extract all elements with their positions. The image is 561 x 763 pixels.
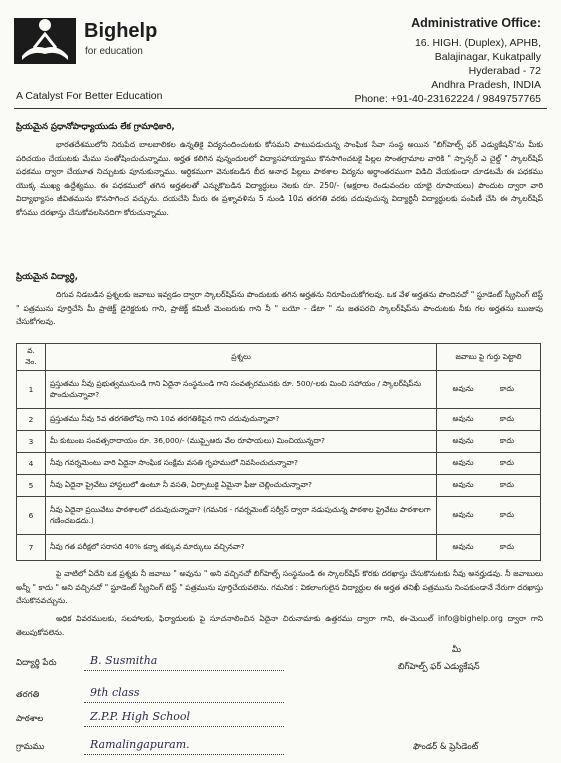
row-question: మీ కుటుంబ సంవత్సరాదాయం రూ. 36,000/- (ముప్పైఆరు వేల రూపాయలు) మించియున్నదా? — [46, 431, 437, 453]
field-label-name: విద్యార్థి పేరు — [16, 658, 57, 668]
row-answer — [437, 409, 541, 431]
signature-organization: బిగ్‌హెల్ప్ ఫర్ ఎడ్యుకేషన్ — [398, 662, 480, 672]
answer-no[interactable]: కాదు — [499, 414, 515, 423]
row-number: 1 — [17, 371, 46, 409]
row-answer — [437, 475, 541, 497]
row-question: నీవు గవర్నమెంటు వారి ఏదైనా సాంఘిక సంక్షేమ వసతి గృహములో నివసించుచున్నావా? — [46, 453, 437, 475]
row-question: నీవు గత పరీక్షలో సరాసరి 40% కన్నా తక్కువ మార్కులు వచ్చినవా? — [46, 535, 437, 561]
row-answer — [437, 371, 541, 409]
table-header-row — [17, 344, 541, 371]
field-label-school: పాఠశాల — [16, 714, 44, 724]
row-number: 2 — [17, 409, 46, 431]
student-paragraph: దిగువ నిడబడిన ప్రశ్నలకు జవాబు ఇవ్వడం ద్వారా స్కాలర్‌షిప్‌ను పొందుటకు తగిన అర్హతను నిరూపించుకోగలవు. ఒక వేళ అర్హతను పొందినచో " స్టూడెంట్ స్క్రీనింగ్ టెస్ట్ " పత్రమును పూర్తిచేసి మీ ప్రాజెక్ట్ డైరెక్టరుకు గాని, ప్రాజెక్ట్ కమిటీ మెంబరుకు గాని నీ " బయో - డేటా " ను జతపరచి స్కాలర్‌షిప్‌ను పొందుటకు నీకు గల అర్హతను ఋజువు చేసుకోగలవు. — [16, 290, 543, 327]
row-number: 6 — [17, 497, 46, 535]
field-underline — [84, 702, 284, 703]
answer-yes[interactable]: అవును — [452, 510, 474, 519]
row-answer — [437, 497, 541, 535]
intro-paragraph: భారతదేశములోని నిరుపేద బాలబాలికల ఉన్నతికై విద్యనందించుటకు కోసమని పాటుపడుచున్న సాంఘిక సేవా సంస్థ అయిన "బిగ్‌హెల్ప్ ఫర్ ఎడ్యుకేషన్"ను మీకు పరిచయం చేయుటకు మేము సంతోషించుచున్నాము. అర్హత కలిగిన వున్నందులలో విద్యాసహాయ్యాము కొనసాగించటకై పిల్లల సొంతగ్రామాల వారికి " స్పాన్సర్ ఎ చైల్డ్ " స్కాలర్‌షిప్ పధకము ద్వారా చేయూత నిచ్చుటకు పూనుకున్నాము. ఆర్ధికముగా వెనుకబడిన బీద అనాధ పిల్లలు పాఠశాల విద్యను అర్ధాంతరముగా విడిచి వేయకుండా చూడటమే ఈ పధకము యొక్క ముఖ్య ఉద్దేశ్యము. ఈ పధకములో తగిన అర్హతలతో ఎన్నుకొబడిన విద్యార్ధులు నెలకు రూ. 250/- (అక్షరాల రెండువందల యాభై రూపాయలు) పొందుట ద్వారా వారి విద్యాభ్యాసం జీవితమును కొనసాగించ వచ్చును. దయచేసి మీరు ఈ ప్రశ్నావళిను 5 నుండి 10వ తరగతి వరకు చదువుచున్న విద్యార్ధినీ విద్యార్ధులకు పంపిణీ చేసి ఈ స్కాలర్‌షిప్ కోసము దరఖాస్తు చేసుకోవలసినదిగా కోరుచున్నాము. — [16, 140, 543, 217]
tagline: A Catalyst For Better Education — [16, 90, 163, 102]
row-question: నీవు ఏదైనా ప్రయివేటు పాఠశాలలో చదువుచున్నావా? (గమనిక - గవర్నమెంట్ సర్వీస్ ద్వారా నడుపుచున్న పాఠశాల ప్రైవేటు పాఠశాలగా గణించబడదు.) — [46, 497, 437, 535]
office-title: Administrative Office: — [411, 16, 541, 30]
row-question: నీవు ఏదైనా ప్రైవేటు హాస్టలులో ఉంటూ నీ వసతి, ఏర్పాటుకై ఏమైనా ఫీజు చెల్లించుచున్నావా? — [46, 475, 437, 497]
field-label-class: తరగతి — [16, 690, 40, 700]
table-row — [17, 453, 541, 475]
table-row — [17, 371, 541, 409]
field-value-village[interactable]: Ramalingapuram. — [90, 738, 190, 751]
header-divider — [14, 108, 547, 109]
answer-no[interactable]: కాదు — [499, 384, 515, 393]
contact-paragraph: అధిక వివరములకు, సలహాలకు, ఫిర్యాదులకు పై సూచనాలించిన ఏదైనా చిరునామాకు ఉత్తరము ద్వారా గాని, ఈ-మెయిల్ info@bighelp.org ద్వారా గాని తెలుపుకోవలెను. — [16, 614, 543, 637]
answer-no[interactable]: కాదు — [499, 480, 515, 489]
field-underline — [84, 670, 284, 671]
field-underline — [84, 754, 284, 755]
answer-yes[interactable]: అవును — [452, 436, 474, 445]
table-row — [17, 497, 541, 535]
instructions-paragraph: పై వాటిలో ఏదేని ఒక ప్రశ్నకు నీ జవాబు " అవును " అని వచ్చినచో బిగ్‌హెల్ప్ సంస్థనుండి ఈ స్కాలర్‌షిప్ కొరకు దరఖాస్తు చేసుకొనుటకు నీవు అనర్హుడవు. నీ జవాబులు అన్నీ " కాదు " అని వచ్చినచో " స్టూడెంట్ స్క్రీనింగ్ టెస్ట్ " పత్రమును పూర్తిచేయవలెను. గమనిక : వికలాంగులైన విద్యార్ధుల ఈ అర్హత తనిఖీ పత్రమును నింపకుండానే నేరుగా దరఖాస్తు చేసుకొనవచ్చును. — [16, 569, 543, 606]
table-row — [17, 535, 541, 561]
header-answer: జవాబు పై గుర్తు పెట్టాలి — [437, 344, 541, 371]
brand-name: Bighelp — [84, 20, 158, 42]
field-value-class[interactable]: 9th class — [90, 686, 140, 699]
answer-yes[interactable]: అవును — [452, 542, 474, 551]
table-row — [17, 409, 541, 431]
eligibility-table — [16, 343, 541, 561]
office-line: Balajinagar, Kukatpally — [434, 51, 541, 63]
office-address — [354, 16, 541, 106]
answer-yes[interactable]: అవును — [452, 458, 474, 467]
row-answer — [437, 431, 541, 453]
header-serial: వ. నెం. — [17, 344, 46, 371]
bighelp-logo-icon — [14, 14, 76, 64]
row-answer — [437, 535, 541, 561]
salutation-headmaster: ప్రియమైన ప్రధానోపాధ్యాయుడు లేక గ్రామాధికారి, — [16, 122, 175, 132]
answer-yes[interactable]: అవును — [452, 480, 474, 489]
row-number: 3 — [17, 431, 46, 453]
field-value-name[interactable]: B. Susmitha — [90, 654, 158, 667]
row-question: ప్రస్తుతము నీవు ప్రభుత్వమునుండి గాని ఏదైనా సంస్థనుండి గాని సంవత్సరమునకు రూ. 500/-లకు మించి సహాయం / స్కాలర్‌షిప్‌ను పొందుచున్నావా? — [46, 371, 437, 409]
office-line: Hyderabad - 72 — [468, 65, 541, 77]
office-line: Andhra Pradesh, INDIA — [431, 79, 541, 91]
answer-no[interactable]: కాదు — [499, 458, 515, 467]
table-row — [17, 431, 541, 453]
brand-subtitle: for education — [85, 46, 143, 57]
answer-no[interactable]: కాదు — [499, 510, 515, 519]
row-answer — [437, 453, 541, 475]
signature-role: ఫౌండర్ & ప్రెసిడెంట్ — [413, 742, 479, 752]
answer-yes[interactable]: అవును — [452, 414, 474, 423]
table-row — [17, 475, 541, 497]
salutation-student: ప్రియమైన విద్యార్ధి, — [16, 272, 78, 282]
answer-no[interactable]: కాదు — [499, 436, 515, 445]
row-number: 7 — [17, 535, 46, 561]
row-number: 5 — [17, 475, 46, 497]
field-underline — [84, 726, 284, 727]
header-questions: ప్రశ్నలు — [46, 344, 437, 371]
field-label-village: గ్రామము — [16, 742, 45, 752]
office-line: 16. HIGH. (Duplex), APHB, — [414, 37, 541, 49]
field-value-school[interactable]: Z.P.P. High School — [90, 710, 191, 723]
row-question: ప్రస్తుతము నీవు 5వ తరగతిలోపు గాని 10వ తరగతికిపైన గాని చదువుచున్నావా? — [46, 409, 437, 431]
answer-no[interactable]: కాదు — [499, 542, 515, 551]
signature-salutation: మీ — [452, 645, 461, 655]
answer-yes[interactable]: అవును — [452, 384, 474, 393]
office-phone: Phone: +91-40-23162224 / 9849757765 — [354, 93, 541, 105]
row-number: 4 — [17, 453, 46, 475]
